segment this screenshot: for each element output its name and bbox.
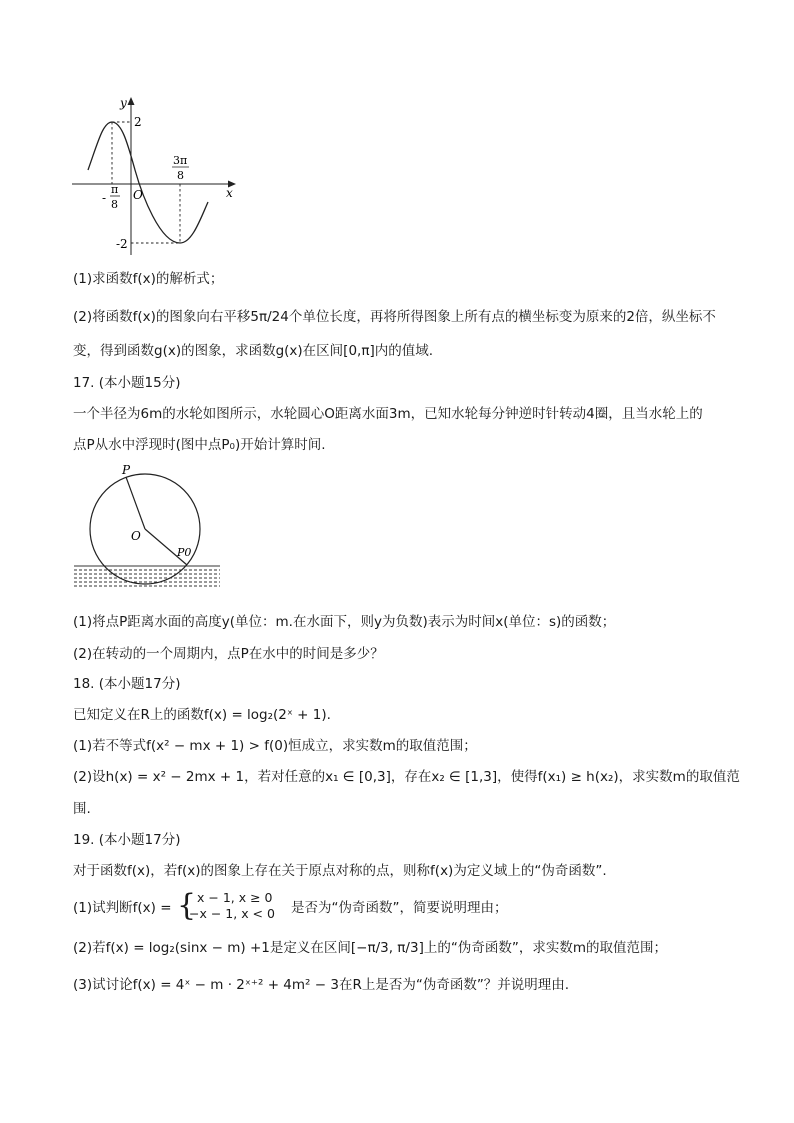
q19-part1-prefix: (1)试判断f(x) =	[73, 900, 172, 916]
q19-part1-case1: x − 1, x ≥ 0	[197, 890, 273, 905]
point-p-label: P	[122, 463, 131, 477]
sine-graph-figure	[70, 90, 245, 260]
q19-part2: (2)若f(x) = log₂(sinx − m) +1是定义在区间[−π/3, π/3]上的“伪奇函数”，求实数m的取值范围；	[73, 940, 667, 956]
water-wheel-figure	[70, 462, 225, 602]
q18-part2-line1: (2)设h(x) = x² − 2mx + 1，若对任意的x₁ ∈ [0,3]，存在x₂ ∈ [1,3]，使得f(x₁) ≥ h(x₂)，求实数m的取值范	[73, 769, 740, 785]
pos-x-numerator: 3π	[173, 154, 188, 167]
pos-x-denominator: 8	[177, 169, 184, 182]
q17-part2: (2)在转动的一个周期内，点P在水中的时间是多少？	[73, 646, 384, 662]
q18-stem: 已知定义在R上的函数f(x) = log₂(2ˣ + 1).	[73, 707, 331, 723]
y-min-label: -2	[116, 237, 128, 251]
q19-header: 19. (本小题17分)	[73, 832, 181, 848]
q18-part2-line2: 围.	[73, 801, 91, 817]
q19-part3: (3)试讨论f(x) = 4ˣ − m · 2ˣ⁺² + 4m² − 3在R上是否为“伪奇函数”？并说明理由.	[73, 977, 570, 993]
origin-label: O	[133, 188, 143, 202]
q16-part2-line2: 变，得到函数g(x)的图象，求函数g(x)在区间[0,π]内的值域.	[73, 343, 434, 359]
q19-part1-suffix: 是否为“伪奇函数”，简要说明理由；	[291, 900, 508, 916]
sine-curve	[88, 122, 208, 243]
piecewise-brace: {	[177, 888, 197, 923]
q18-header: 18. (本小题17分)	[73, 676, 181, 692]
center-o-label: O	[131, 529, 141, 543]
q18-part1: (1)若不等式f(x² − mx + 1) > f(0)恒成立，求实数m的取值范围；	[73, 738, 477, 754]
q19-stem: 对于函数f(x)，若f(x)的图象上存在关于原点对称的点，则称f(x)为定义域上的“伪奇函数”.	[73, 863, 607, 879]
q17-stem-line2: 点P从水中浮现时(图中点P₀)开始计算时间.	[73, 437, 326, 453]
radius-to-p	[126, 477, 145, 529]
x-axis-label: x	[226, 186, 233, 200]
y-max-label: 2	[134, 115, 142, 129]
point-p0-label: P0	[177, 546, 192, 559]
q17-header: 17. (本小题15分)	[73, 375, 181, 391]
q17-stem-line1: 一个半径为6m的水轮如图所示，水轮圆心O距离水面3m，已知水轮每分钟逆时针转动4圈，且当水轮上的	[73, 406, 703, 422]
water-surface-hatching	[74, 566, 220, 586]
q16-part2-line1: (2)将函数f(x)的图象向右平移5π/24个单位长度，再将所得图象上所有点的横坐标变为原来的2倍，纵坐标不	[73, 309, 716, 325]
q16-part1: (1)求函数f(x)的解析式；	[73, 271, 224, 287]
neg-x-numerator: π	[111, 183, 119, 196]
neg-x-denominator: 8	[111, 198, 118, 211]
y-axis-arrow-icon	[128, 97, 135, 105]
q17-part1: (1)将点P距离水面的高度y(单位：m.在水面下，则y为负数)表示为时间x(单位：s)的函数；	[73, 614, 616, 630]
y-axis-label: y	[120, 96, 127, 110]
q19-part1-case2: −x − 1, x < 0	[189, 906, 275, 921]
neg-x-minus-sign: -	[102, 191, 107, 205]
